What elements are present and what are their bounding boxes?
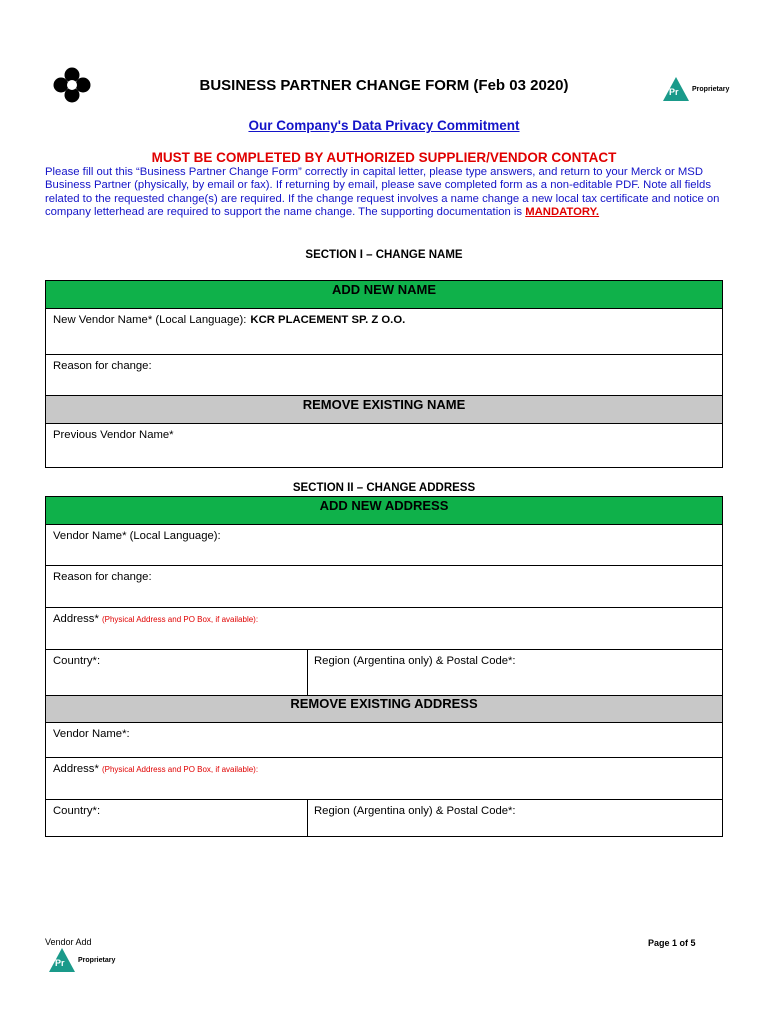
column-divider [307, 800, 308, 837]
add-new-address-header: ADD NEW ADDRESS [46, 497, 722, 525]
new-address-field[interactable] [46, 608, 722, 650]
previous-vendor-name-label: Previous Vendor Name* [53, 429, 174, 441]
must-complete-notice: MUST BE COMPLETED BY AUTHORIZED SUPPLIER/VENDOR CONTACT [151, 150, 617, 165]
country-region-row [46, 650, 722, 696]
remove-address-label: Address* (Physical Address and PO Box, if available): [53, 763, 259, 775]
remove-country-region-row [46, 800, 722, 837]
section-1-heading: SECTION I – CHANGE NAME [305, 249, 463, 261]
privacy-link[interactable]: Our Company's Data Privacy Commitment [248, 118, 520, 133]
proprietary-badge [663, 77, 729, 101]
column-divider [307, 650, 308, 695]
vendor-name-field[interactable] [46, 525, 722, 566]
section-2-heading: SECTION II – CHANGE ADDRESS [292, 482, 476, 494]
country-label[interactable]: Country*: [53, 655, 101, 667]
remove-vendor-name-label: Vendor Name*: [53, 728, 130, 740]
footer-vendor-add: Vendor Add [45, 937, 92, 947]
new-vendor-name-field[interactable] [46, 309, 722, 355]
address-reason-label: Reason for change: [53, 571, 152, 583]
new-vendor-name-label: New Vendor Name* (Local Language): KCR PLACEMENT SP. Z O.O. [53, 314, 406, 326]
reason-for-change-label: Reason for change: [53, 360, 152, 372]
page-number: Page 1 of 5 [648, 938, 696, 948]
remove-country-label[interactable]: Country*: [53, 805, 101, 817]
region-postal-label[interactable]: Region (Argentina only) & Postal Code*: [314, 655, 516, 667]
new-address-label: Address* (Physical Address and PO Box, if available): [53, 613, 259, 625]
add-new-name-header: ADD NEW NAME [46, 281, 722, 309]
address-reason-field[interactable] [46, 566, 722, 608]
proprietary-triangle-icon [49, 948, 75, 972]
remove-existing-address-header: REMOVE EXISTING ADDRESS [46, 696, 722, 723]
page-title: BUSINESS PARTNER CHANGE FORM (Feb 03 2020) [199, 77, 569, 94]
reason-for-change-field[interactable] [46, 355, 722, 396]
vendor-name-label: Vendor Name* (Local Language): [53, 530, 221, 542]
new-vendor-name-value: KCR PLACEMENT SP. Z O.O. [250, 314, 406, 326]
footer-badge-label: Proprietary [78, 956, 116, 964]
change-address-table [45, 496, 723, 837]
badge-label: Proprietary [692, 85, 730, 93]
footer-badge-abbrev: Pr [55, 958, 65, 968]
new-address-note: (Physical Address and PO Box, if available): [101, 615, 259, 624]
remove-address-field[interactable] [46, 758, 722, 800]
footer-proprietary-badge [49, 948, 115, 972]
proprietary-triangle-icon [663, 77, 689, 101]
instructions-paragraph [45, 166, 725, 220]
remove-vendor-name-field[interactable] [46, 723, 722, 758]
remove-region-postal-label[interactable]: Region (Argentina only) & Postal Code*: [314, 805, 516, 817]
previous-vendor-name-field[interactable] [46, 424, 722, 467]
change-name-table [45, 280, 723, 468]
remove-existing-name-header: REMOVE EXISTING NAME [46, 396, 722, 424]
badge-abbrev: Pr [669, 87, 679, 97]
remove-address-note: (Physical Address and PO Box, if available): [101, 765, 259, 774]
mandatory-text: MANDATORY. [525, 206, 600, 219]
instructions-text: Please fill out this “Business Partner Change Form” correctly in capital letter, please type answers, and return to your Merck or MSD Business Partner (physically, by email or fax). If returning by email, please save completed form as a non-editable PDF. Note all fields related to the requested change(s) are required. If the change request involves a name change a new local tax certificate and notice on company letterhead are required to support the name change. The supporting documentation is [45, 166, 720, 219]
